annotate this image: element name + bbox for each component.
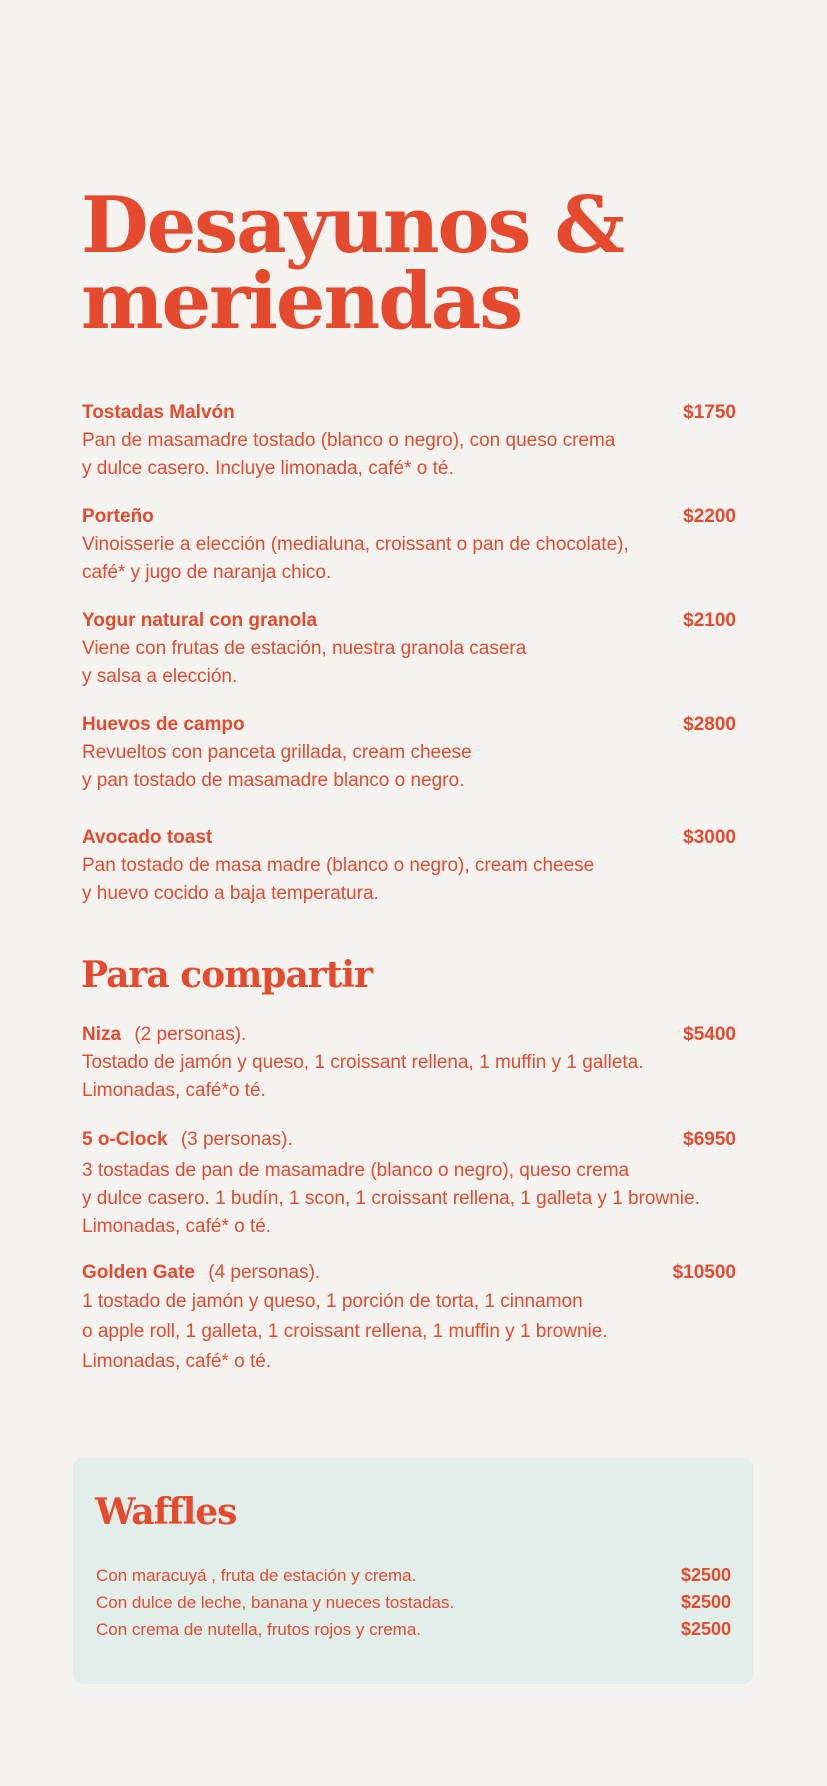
item-desc-line: café* y jugo de naranja chico. <box>82 562 332 583</box>
item-people-note: (4 personas). <box>208 1262 321 1283</box>
item-name: Niza <box>82 1024 122 1045</box>
item-desc-line: Limonadas, café* o té. <box>82 1351 272 1372</box>
item-name: Huevos de campo <box>82 714 245 735</box>
waffle-description: Con crema de nutella, frutos rojos y crema. <box>96 1620 422 1639</box>
waffle-price: $2500 <box>680 1565 731 1585</box>
item-desc-line: y dulce casero. 1 budín, 1 scon, 1 croissant rellena, 1 galleta y 1 brownie. <box>82 1188 700 1209</box>
item-name: 5 o-Clock <box>82 1129 168 1150</box>
menu-item-niza <box>82 1021 736 1105</box>
item-price: $6950 <box>683 1129 736 1150</box>
item-name: Porteño <box>82 506 154 527</box>
item-description <box>82 427 736 483</box>
menu-item-porteno <box>82 503 736 587</box>
item-price: $10500 <box>672 1262 736 1283</box>
waffles-panel <box>73 1458 753 1684</box>
item-description <box>82 1049 736 1105</box>
item-desc-line: y salsa a elección. <box>82 666 238 687</box>
item-price: $3000 <box>683 827 736 848</box>
menu-item-yogur <box>82 607 736 691</box>
item-price: $5400 <box>683 1024 736 1045</box>
item-desc-line: Pan de masamadre tostado (blanco o negro), con queso crema <box>82 430 616 451</box>
waffle-price: $2500 <box>680 1619 731 1639</box>
item-name: Golden Gate <box>82 1262 195 1283</box>
item-description <box>82 531 736 587</box>
item-name: Tostadas Malvón <box>82 402 235 423</box>
item-description <box>82 635 736 691</box>
item-desc-line: y huevo cocido a baja temperatura. <box>82 883 379 904</box>
item-people-note: (2 personas). <box>134 1024 247 1045</box>
page-title-line2: meriendas <box>81 256 522 347</box>
item-desc-line: Pan tostado de masa madre (blanco o negro), cream cheese <box>82 855 595 876</box>
item-desc-line: o apple roll, 1 galleta, 1 croissant rellena, 1 muffin y 1 brownie. <box>82 1321 608 1342</box>
item-desc-line: Revueltos con panceta grillada, cream cheese <box>82 742 472 763</box>
waffle-item <box>96 1589 731 1616</box>
item-desc-line: Tostado de jamón y queso, 1 croissant rellena, 1 muffin y 1 galleta. <box>82 1052 644 1073</box>
waffle-item <box>96 1562 731 1589</box>
item-desc-line: y dulce casero. Incluye limonada, café* o té. <box>82 458 454 479</box>
waffle-description: Con dulce de leche, banana y nueces tostadas. <box>96 1593 455 1612</box>
item-desc-line: y pan tostado de masamadre blanco o negro. <box>82 770 465 791</box>
waffle-price: $2500 <box>680 1592 731 1612</box>
item-price: $2200 <box>683 506 736 527</box>
item-desc-line: 1 tostado de jamón y queso, 1 porción de torta, 1 cinnamon <box>82 1291 583 1312</box>
item-description <box>82 852 736 908</box>
item-desc-line: Limonadas, café* o té. <box>82 1216 272 1237</box>
item-people-note: (3 personas). <box>180 1129 293 1150</box>
waffle-description: Con maracuyá , fruta de estación y crema. <box>96 1566 417 1585</box>
menu-item-golden-gate <box>82 1259 736 1377</box>
item-desc-line: Vinoisserie a elección (medialuna, croissant o pan de chocolate), <box>82 534 629 555</box>
menu-item-huevos <box>82 711 736 795</box>
item-price: $1750 <box>683 402 736 423</box>
menu-item-tostadas-malvon <box>82 399 736 483</box>
item-description <box>82 739 736 795</box>
item-name: Avocado toast <box>82 827 213 848</box>
item-description <box>82 1157 736 1241</box>
section-title-waffles: Waffles <box>95 1491 237 1533</box>
item-description <box>82 1287 736 1377</box>
waffles-list <box>96 1562 731 1643</box>
section-title-para-compartir: Para compartir <box>81 954 373 996</box>
item-desc-line: Viene con frutas de estación, nuestra granola casera <box>82 638 527 659</box>
item-desc-line: Limonadas, café*o té. <box>82 1080 266 1101</box>
item-name: Yogur natural con granola <box>82 610 318 631</box>
page-title <box>81 180 623 347</box>
item-desc-line: 3 tostadas de pan de masamadre (blanco o negro), queso crema <box>82 1160 630 1181</box>
item-price: $2800 <box>683 714 736 735</box>
waffle-item <box>96 1616 731 1643</box>
item-price: $2100 <box>683 610 736 631</box>
page-title-line1: Desayunos & <box>81 180 623 271</box>
menu-item-5-o-clock <box>82 1126 736 1241</box>
menu-item-avocado-toast <box>82 824 736 908</box>
